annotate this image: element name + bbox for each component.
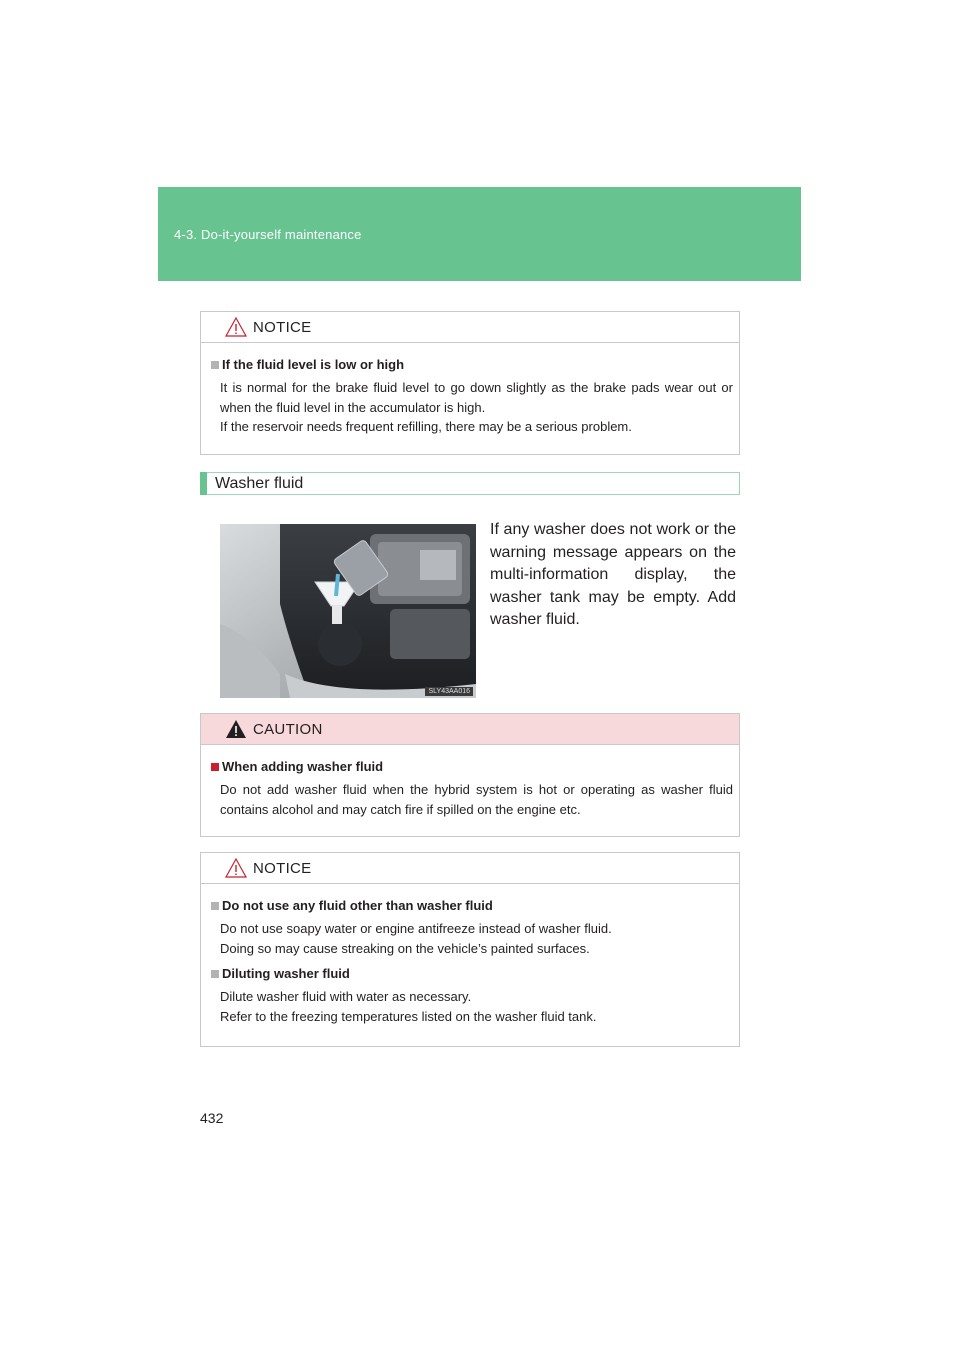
bullet-square-icon <box>211 763 219 771</box>
engine-bay-illustration <box>220 524 476 698</box>
photo-code: SLY43AA016 <box>425 687 473 696</box>
notice-header <box>201 312 739 343</box>
warning-outline-icon <box>225 317 247 337</box>
bullet-square-icon <box>211 970 219 978</box>
notice-header <box>201 853 739 884</box>
warning-filled-icon <box>225 719 247 739</box>
caution-header <box>201 714 739 745</box>
notice-item-text: Dilute washer fluid with water as necessary. Refer to the freezing temperatures listed on the washer fluid tank. <box>220 989 597 1024</box>
bullet-square-icon <box>211 902 219 910</box>
notice-box-washer-fluid <box>200 852 740 1047</box>
notice-item-title: If the fluid level is low or high <box>211 357 733 372</box>
header-title: 4-3. Do-it-yourself maintenance <box>174 227 362 242</box>
notice-item-text: It is normal for the brake fluid level to go down slightly as the brake pads wear out or when the fluid level in the accumulator is high. If the reservoir needs frequent refilling, there may be a serious problem. <box>220 380 733 434</box>
section-accent <box>200 472 207 495</box>
notice-item-title: Diluting washer fluid <box>211 966 733 981</box>
notice-box-brake-fluid <box>200 311 740 455</box>
notice-label: NOTICE <box>253 319 312 336</box>
bullet-square-icon <box>211 361 219 369</box>
washer-fluid-photo <box>220 524 476 698</box>
warning-outline-icon <box>225 858 247 878</box>
section-heading-bar <box>206 472 740 495</box>
caution-item-text: Do not add washer fluid when the hybrid system is hot or operating as washer fluid contains alcohol and may catch fire if spilled on the engine etc. <box>220 782 733 817</box>
page-number: 432 <box>200 1110 224 1126</box>
notice-item-text: Do not use soapy water or engine antifreeze instead of washer fluid. Doing so may cause streaking on the vehicle’s painted surfaces. <box>220 921 612 956</box>
caution-item-title: When adding washer fluid <box>211 759 733 774</box>
page-header <box>158 187 801 281</box>
caution-box-washer-fluid <box>200 713 740 837</box>
washer-fluid-body-text: If any washer does not work or the warning message appears on the multi-information display, the washer tank may be empty. Add washer fluid. <box>490 521 736 629</box>
section-title: Washer fluid <box>215 475 304 492</box>
caution-label: CAUTION <box>253 721 323 738</box>
notice-item-title: Do not use any fluid other than washer fluid <box>211 898 733 913</box>
notice-label: NOTICE <box>253 860 312 877</box>
